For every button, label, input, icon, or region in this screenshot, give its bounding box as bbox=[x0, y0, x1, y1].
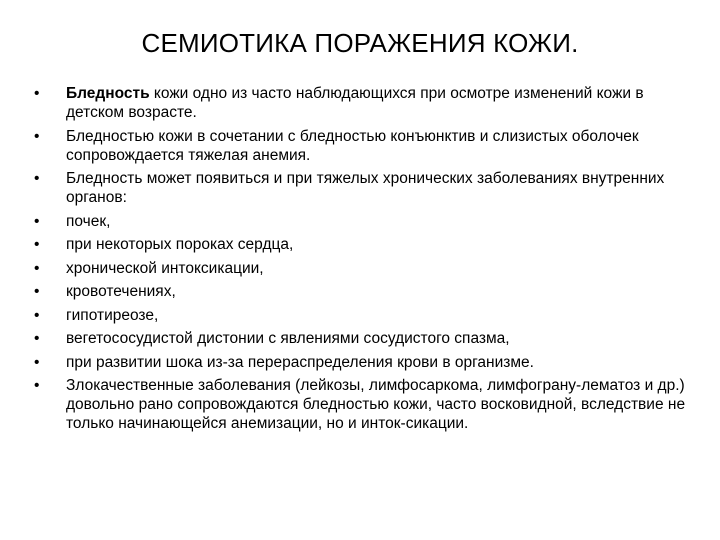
bullet-icon: • bbox=[34, 283, 40, 300]
list-item-text: Бледность может появиться и при тяжелых хронических заболеваниях внутренних органов: bbox=[66, 170, 665, 206]
bullet-icon: • bbox=[34, 259, 40, 277]
list-item-text: Злокачественные заболевания (лейкозы, лимфосаркома, лимфограну-лематоз и др.) довольно рано сопровождаются бледностью кожи, часто восковидной, вследствие не только начинающейся анемизации, но и инток-сикации. bbox=[66, 377, 686, 432]
list-item bbox=[34, 306, 694, 325]
bullet-icon: • bbox=[34, 330, 40, 347]
list-item bbox=[34, 212, 694, 231]
slide-title: СЕМИОТИКА ПОРАЖЕНИЯ КОЖИ. bbox=[141, 28, 579, 58]
list-item bbox=[34, 127, 694, 165]
list-item bbox=[34, 376, 694, 433]
bullet-icon: • bbox=[34, 85, 40, 102]
bullet-icon: • bbox=[34, 127, 40, 145]
bullet-icon: • bbox=[34, 236, 40, 253]
bullet-icon: • bbox=[34, 212, 40, 230]
list-item bbox=[34, 282, 694, 301]
list-item bbox=[34, 235, 694, 254]
list-item-text: гипотиреозе, bbox=[66, 306, 159, 324]
list-item bbox=[34, 353, 694, 372]
list-item-text: хронической интоксикации, bbox=[66, 259, 264, 277]
bullet-list bbox=[34, 84, 694, 438]
list-item bbox=[34, 84, 694, 122]
list-item bbox=[34, 169, 694, 207]
list-item-text: кожи одно из часто наблюдающихся при осмотре изменений кожи в детском возрасте. bbox=[66, 85, 644, 121]
bullet-icon: • bbox=[34, 377, 40, 394]
list-item bbox=[34, 329, 694, 348]
bullet-icon: • bbox=[34, 170, 40, 187]
list-item-text: кровотечениях, bbox=[66, 283, 176, 300]
bullet-icon: • bbox=[34, 306, 40, 324]
bullet-icon: • bbox=[34, 353, 40, 371]
list-item-text: при развитии шока из-за перераспределения крови в организме. bbox=[66, 353, 534, 371]
list-item-text: Бледностью кожи в сочетании с бледностью конъюнктив и слизистых оболочек сопровождается тяжелая анемия. bbox=[66, 127, 639, 164]
list-item-text: почек, bbox=[66, 212, 111, 230]
list-item-text: вегетососудистой дистонии с явлениями сосудистого спазма, bbox=[66, 330, 510, 347]
list-item-text: при некоторых пороках сердца, bbox=[66, 236, 294, 253]
list-item bbox=[34, 259, 694, 278]
list-item-bold-text: Бледность bbox=[66, 85, 150, 102]
